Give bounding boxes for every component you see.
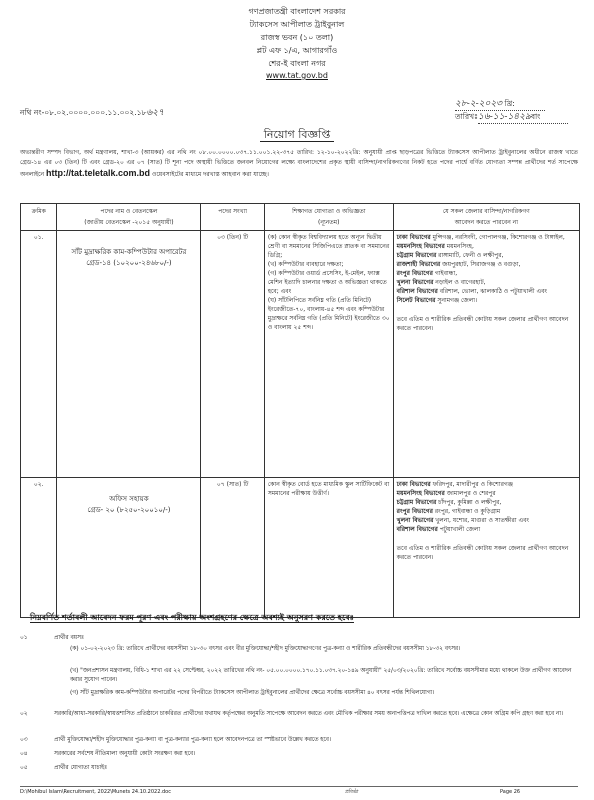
division-name: রংপুর বিভাগের: [396, 508, 433, 515]
application-url-link[interactable]: http://tat.teletalk.com.bd: [46, 168, 151, 178]
date-en-handwritten: ২৮-২-২০২৩: [455, 99, 503, 109]
row-serial: ০১.: [21, 231, 57, 478]
footer-page-number: Page 26: [500, 789, 521, 795]
memo-handwritten: ৬২৭: [146, 108, 164, 118]
district-item: [397, 498, 576, 507]
district-item: [397, 516, 576, 525]
district-list: খুলনা, যশোর, মাগুরা ও সাতক্ষীরা এবং: [433, 517, 529, 524]
table-row: [21, 231, 580, 478]
header-serial: ক্রমিক: [21, 204, 57, 231]
condition-text: (গ) সাঁট মুদ্রাক্ষরিক কাম-কম্পিউটার অপারেটর পদের বিপরীতে ট্যাকসেস আপীলাত ট্রাইবুনালের প্রার্থীদের ক্ষেত্রে সর্বোচ্চ বয়সসীমা ৪০ বৎসর পর্যন্ত শিথিলযোগ্য।: [70, 690, 435, 696]
intro-text-2: ওয়েবসাইটের মাধ্যমে দরখাস্ত আহবান করা যাচ্ছে।: [151, 171, 269, 178]
district-item: [397, 260, 576, 269]
header-post: [57, 204, 201, 231]
division-name: রংপুর বিভাগের: [396, 270, 433, 277]
qualification-item: (ক) কোন স্বীকৃত বিশ্ববিদ্যালয় হতে অন্যূন দ্বিতীয় শ্রেণী বা সমমানের সিজিপিএতে স্নাতক বা সমমানের ডিগ্রি;: [267, 234, 390, 259]
division-name: রাজশাহী বিভাগের: [396, 261, 441, 268]
row-serial: ০২.: [21, 478, 57, 618]
district-list: রংপুর, গাইবান্ধা ও কুড়িগ্রাম: [432, 508, 501, 515]
district-list: মুন্সিগঞ্জ, নরসিংদী, গোপালগঞ্জ, কিশোরগঞ্জ ও টাঙ্গাইল,: [430, 234, 565, 241]
condition-text: (ক) ০১-০২-২০২৩ খ্রি: তারিখে প্রার্থীদের বয়সসীমা ১৮-৩০ বৎসর এবং বীর মুক্তিযোদ্ধা/শহীদ মুক্তিযোদ্ধাগণের পুত্র-কন্যা ও শারীরিক প্রতিবন্ধীদের বয়সসীমা ১৮-৩২ বৎসর।: [70, 646, 461, 652]
row-post: [57, 478, 201, 618]
post-name: অফিস সহায়ক: [109, 495, 149, 503]
district-list: জয়পুরহাট, সিরাজগঞ্জ ও বগুড়া,: [440, 261, 521, 268]
condition-item: [20, 736, 578, 745]
district-list: নড়াইল ও বাগেরহাট,: [433, 279, 486, 286]
condition-item: [20, 645, 578, 654]
district-list: বরিশাল, ভোলা, ঝালকাঠি ও পটুয়াখালী এবং: [437, 288, 548, 295]
district-item: [397, 489, 576, 498]
condition-number: ০৩: [20, 737, 28, 743]
district-list: ময়মনসিংহ,: [444, 243, 474, 250]
qualification-item: কোন স্বীকৃত বোর্ড হতে মাধ্যমিক স্কুল সার্টিফিকেট বা সমমানের পরীক্ষায় উত্তীর্ণ।: [267, 481, 390, 497]
condition-number: ০২: [20, 711, 28, 717]
condition-number: ০৪: [20, 751, 28, 757]
memo-number: [20, 108, 164, 120]
footer-file-path: D:\Mohibul Islam\Recruitment, 2022\Munets 24.10.2022.doc: [20, 789, 171, 795]
header-qualification-sub: (ন্যূনতম): [318, 219, 340, 226]
district-list: গাইবান্ধা,: [432, 270, 458, 277]
office-name: ট্যাকসেস আপীলাত ট্রাইবুনাল: [249, 20, 345, 29]
date-en-suffix: খ্রি:: [504, 99, 515, 108]
memo-label: নথি নং-: [20, 108, 45, 117]
row-qualifications: [264, 231, 393, 478]
header-post-text: পদের নাম ও বেতনস্কেল: [100, 208, 158, 215]
header-districts-text: যে সকল জেলার বাসিন্দা/নাগরিকগণ: [442, 208, 530, 215]
district-item: [397, 287, 576, 296]
header-qualification-text: শিক্ষাগত যোগ্যতা ও অভিজ্ঞতা: [292, 208, 366, 215]
division-name: বরিশাল বিভাগের: [396, 526, 438, 533]
district-item: [397, 507, 576, 516]
memo-value: ০৮.০২.০০০০.০০০.১১.০০২.১৮: [44, 108, 147, 117]
district-list: চাঁদপুর, কুমিল্লা ও লক্ষীপুর,: [436, 499, 502, 506]
intro-text-1: অভ্যন্তরীণ সম্পদ বিভাগ, অর্থ মন্ত্রণালয়, শাখা-৩ (আয়কর) এর নথি নং ০৮.০০.০০০০.০৩৭.১১.০০১.২২-৩৭৫ তারিখ: ১২-১০-২০২২খ্রি: অনুযায়ী প্রাপ্ত ছাড়পত্রের ভিত্তিতে ট্যাকসেস আপীলাত ট্রাইবুনালের অধীনে রাজস্ব খাতে গ্রেড-১৪ এর ০৩ (তিন) টি এবং গ্রেড-২০ এর ০৭ (সাত) টি শূন্য পদে অস্থায়ী ভিত্তিতে জনবল নিয়োগের লক্ষ্যে বাংলাদেশের প্রকৃত স্থায়ী বাসিন্দা/নাগরিকগণের নিকট হতে পদের পার্শ্বে বর্ণিত যোগ্যতা সম্পন্ন প্রার্থীদের শর্ত সাপেক্ষে অনলাইনে: [20, 149, 578, 178]
post-grade: গ্রেড- ২০ (৮২৫০-২০০১০/-): [87, 506, 171, 514]
condition-text: প্রার্থী মুক্তিযোদ্ধা/শহীদ মুক্তিযোদ্ধার পুত্র-কন্যা বা পুত্র-কন্যার পুত্র-কন্যা হলে আবেদনপত্রে তা স্পষ্টভাবে উল্লেখ করতে হবে।: [54, 737, 331, 743]
condition-item: [20, 634, 578, 643]
office-building: রাজস্ব ভবন (১০ তলা): [260, 33, 334, 42]
condition-item: [20, 764, 578, 773]
condition-number: ০৫: [20, 765, 28, 771]
division-name: ঢাকা বিভাগের: [396, 234, 431, 241]
row-qualifications: [264, 478, 393, 618]
district-list: রাঙ্গামাটি, ফেনী ও লক্ষীপুর,: [436, 252, 504, 259]
date-bn-suffix: বাং: [530, 112, 541, 121]
header-post-sub: (জাতীয় বেতনস্কেল -২০১৫ অনুযায়ী): [84, 219, 174, 226]
qualification-item: (গ) কম্পিউটার ওয়ার্ড প্রসেসিং, ই-মেইল, ফ্যাক্স মেশিন ইত্যাদি চালনার দক্ষতা ও অভিজ্ঞতা থাকতে হবে; এবং: [267, 270, 387, 295]
date-label: তারিখঃ: [455, 112, 478, 121]
condition-number: ০১: [20, 635, 28, 641]
qualification-item: (খ) কম্পিউটার ব্যবহারে দক্ষতা;: [267, 261, 344, 268]
post-grade: গ্রেড-১৪ (১০২০০-২৪৬৮০/-): [86, 259, 172, 267]
district-item: [397, 269, 576, 278]
division-name: খুলনা বিভাগের: [396, 517, 434, 524]
district-item: [397, 296, 576, 305]
condition-text: (খ) "জনপ্রশাসন মন্ত্রণালয়, বিধি-১ শাখা এর ২২ সেপ্টেম্বর, ২০২২ তারিখের নথি নং- ০৫.০০.০০০০.১৭০.১১.০৩৭.২০-১৪৯ অনুযায়ী" ২৫/০৩/২০২০খ্রি: তারিখে সর্বোচ্চ বয়সসীমার মধ্যে থাকলে উক্ত প্রার্থীগণ আবেদন করার সুযোগ পাবেন।: [70, 668, 572, 683]
header-districts-sub: আবেদন করতে পারবেন না: [454, 219, 519, 226]
district-item: [397, 480, 576, 489]
district-item: [397, 242, 576, 251]
issue-date: [455, 98, 568, 124]
row-districts: [393, 478, 579, 618]
division-name: বরিশাল বিভাগের: [396, 288, 438, 295]
row-count: ০৭ (সাত) টি: [201, 478, 264, 618]
footer-mid: প্রতিষ্ঠা: [345, 789, 359, 795]
quota-note: তবে এতিম ও শারীরিক প্রতিবন্ধী কোটায় সকল জেলার প্রার্থীগণ আবেদন করতে পারবেন।: [396, 316, 569, 332]
condition-item: [20, 689, 578, 698]
condition-text: সরকারের সর্বশেষ নীতিমালা অনুযায়ী কোটা সংরক্ষণ করা হবে।: [54, 751, 196, 757]
condition-item: [20, 710, 578, 719]
row-post: [57, 231, 201, 478]
conditions-heading: [30, 612, 354, 625]
division-name: চট্টগ্রাম বিভাগের: [396, 499, 437, 506]
office-website-link[interactable]: www.tat.gov.bd: [266, 71, 328, 80]
district-list: ফরিদপুর, মাদারীপুর ও কিশোরগঞ্জ: [430, 481, 513, 488]
district-list: জামালপুর ও শেরপুর: [444, 490, 496, 497]
district-item: [397, 278, 576, 287]
condition-text: প্রার্থীর বয়সঃ: [54, 635, 85, 641]
condition-text: প্রার্থীর যোগ্যতা যাচাইঃ: [54, 765, 108, 771]
post-name: সাঁট মুদ্রাক্ষরিক কাম-কম্পিউটার অপারেটর: [71, 248, 187, 256]
condition-item: [20, 667, 578, 685]
qualification-item: (ঘ) সাঁটলিপিতে সর্বনিম্ন গতি (প্রতি মিনিটে) ইংরেজীতে-৭০, বাংলায়-৪৫ শব্দ এবং কম্পিউটার মুদ্রাক্ষরে সর্বনিম্ন গতি (প্রতি মিনিটে) ইংরেজীতে ৩০ ও বাংলায় ২৫ শব্দ।: [267, 297, 390, 331]
intro-paragraph: [20, 148, 578, 180]
division-name: ময়মনসিংহ বিভাগের: [396, 490, 445, 497]
quota-note: তবে এতিম ও শারীরিক প্রতিবন্ধী কোটায় সকল জেলার প্রার্থীগণ আবেদন করতে পারবেন।: [396, 545, 569, 561]
office-city: শের-ই বাংলা নগর: [268, 59, 326, 68]
date-bn-handwritten: ১৬-১১-১৪২৯: [478, 112, 531, 122]
row-districts: [393, 231, 579, 478]
district-item: [397, 233, 576, 242]
govt-name: গণপ্রজাতন্ত্রী বাংলাদেশ সরকার: [248, 7, 346, 16]
table-header-row: [21, 204, 580, 231]
division-name: চট্টগ্রাম বিভাগের: [396, 252, 437, 259]
district-list: পটুয়াখালী জেলা: [437, 526, 481, 533]
office-plot: প্লট এফ ১/এ, আগারগাঁও: [256, 46, 338, 55]
notice-title-text: নিয়োগ বিজ্ঞপ্তি: [260, 128, 335, 142]
row-count: ০৩ (তিন) টি: [201, 231, 264, 478]
district-item: [397, 251, 576, 260]
division-name: ঢাকা বিভাগের: [396, 481, 431, 488]
district-item: [397, 525, 576, 534]
district-list: সুনামগঞ্জ জেলা।: [435, 297, 478, 304]
table-row: [21, 478, 580, 618]
conditions-heading-text: নিম্নবর্ণিত শর্তাবলী আবেদন ফরম পূরণ এবং পরীক্ষায় অংশগ্রহণের ক্ষেত্রে অবশ্যই অনুসরণ করতে হবেঃ: [30, 613, 354, 622]
header-districts: [393, 204, 579, 231]
header-count: পদের সংখ্যা: [201, 204, 264, 231]
condition-text: সরকারি/আধা-সরকারি/স্বায়ত্তশাসিত প্রতিষ্ঠানে চাকরিরত প্রার্থীদের যথাযথ কর্তৃপক্ষের অনুমতি সাপেক্ষে আবেদন করতে এবং মৌখিক পরীক্ষার সময় অনাপত্তিপত্র দাখিল করতে হবে। এক্ষেত্রে কোন অগ্রিম কপি গ্রহণ করা হবে না।: [54, 711, 564, 717]
notice-title: [0, 126, 594, 145]
header-qualification: [264, 204, 393, 231]
division-name: সিলেট বিভাগের: [396, 297, 436, 304]
vacancy-table: [20, 203, 580, 618]
division-name: ময়মনসিংহ বিভাগের: [396, 243, 445, 250]
page-footer: [20, 786, 578, 795]
division-name: খুলনা বিভাগের: [396, 279, 434, 286]
condition-item: [20, 750, 578, 759]
